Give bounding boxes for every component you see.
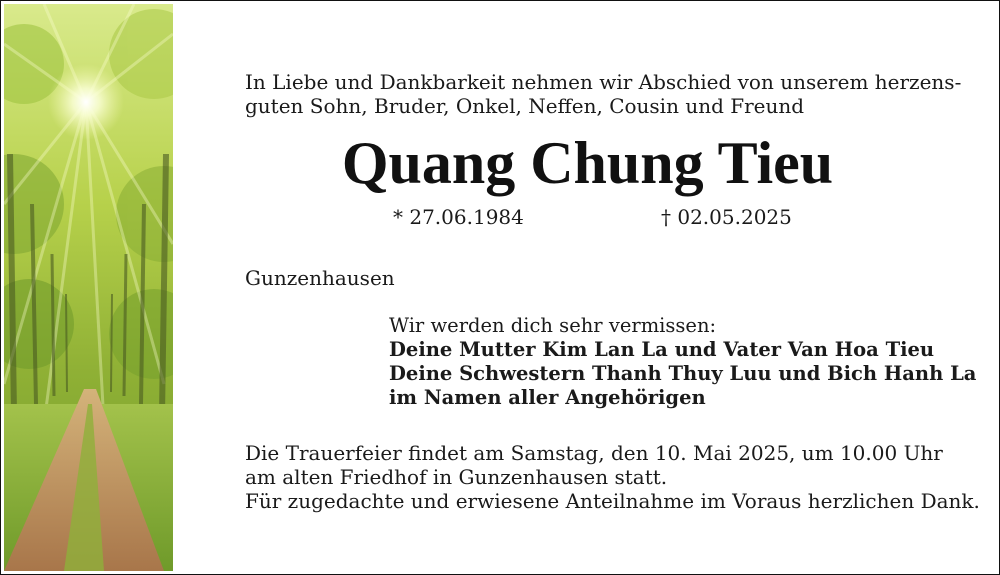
miss-line: Wir werden dich sehr vermissen: <box>389 314 717 337</box>
signature-line: Deine Schwestern Thanh Thuy Luu und Bich Hanh La <box>389 362 977 385</box>
deceased-name: Quang Chung Tieu <box>341 130 834 196</box>
mourners-block <box>389 314 976 410</box>
closing-line: am alten Friedhof in Gunzenhausen statt. <box>245 465 668 489</box>
closing-line: Für zugedachte und erwiesene Anteilnahme im Voraus herzlichen Dank. <box>245 489 980 513</box>
notice-text <box>245 1 985 574</box>
intro-text <box>245 70 961 118</box>
funeral-info <box>245 441 980 513</box>
birth-date: * 27.06.1984 <box>393 205 524 229</box>
closing-line: Die Trauerfeier findet am Samstag, den 10. Mai 2025, um 10.00 Uhr <box>245 441 943 465</box>
forest-path-image <box>4 4 173 571</box>
signature-line: Deine Mutter Kim Lan La und Vater Van Hoa Tieu <box>389 338 935 361</box>
intro-line: In Liebe und Dankbarkeit nehmen wir Abschied von unserem herzens- <box>245 70 962 94</box>
hometown: Gunzenhausen <box>245 266 395 290</box>
signature-line: im Namen aller Angehörigen <box>389 386 706 409</box>
death-date: † 02.05.2025 <box>661 205 792 229</box>
intro-line: guten Sohn, Bruder, Onkel, Neffen, Cousin und Freund <box>245 94 805 118</box>
life-dates <box>245 205 930 231</box>
